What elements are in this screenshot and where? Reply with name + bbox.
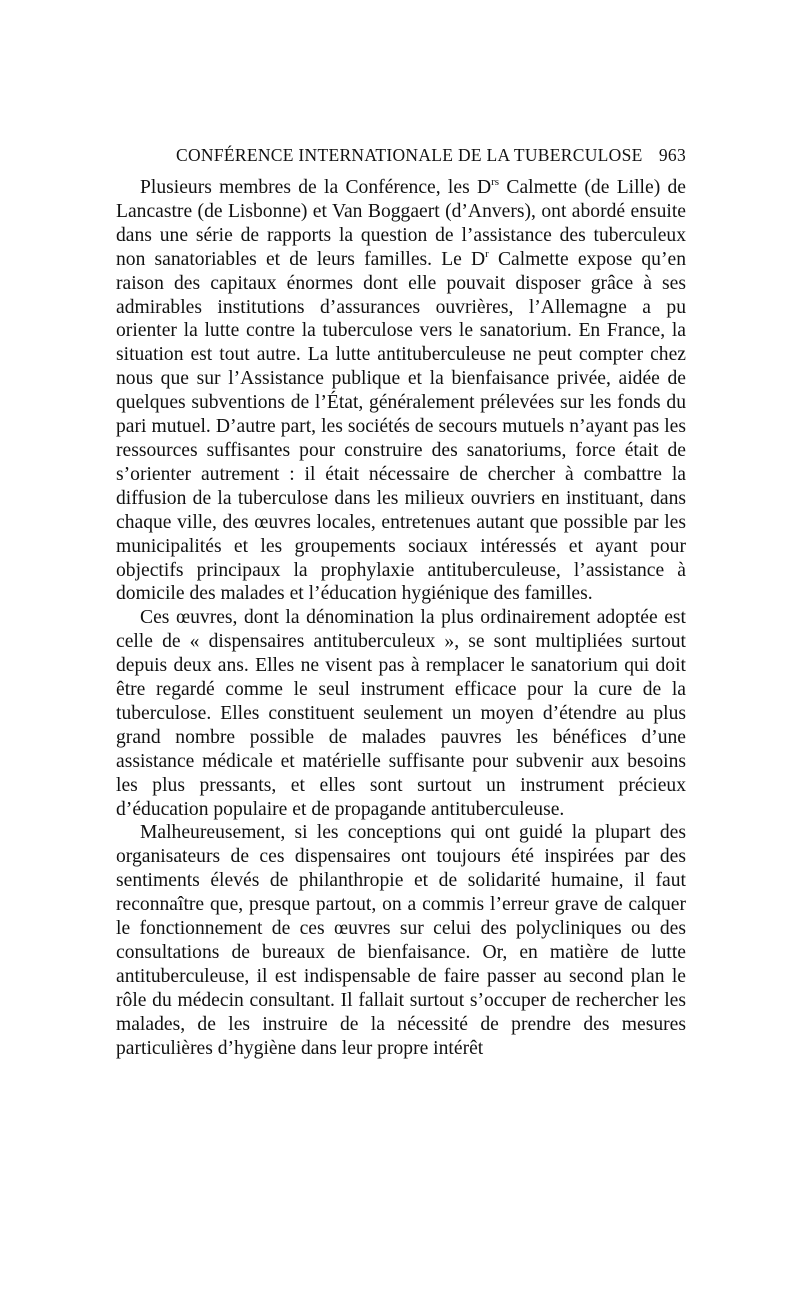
superscript: r xyxy=(485,247,489,260)
text-run: Ces œuvres, dont la dénomination la plus ordinairement adoptée est celle de « dispensaires antituberculeux », se sont multipliées surtout depuis deux ans. Elles ne visent pas à remplacer le sanatorium qui doit être regardé comme le seul instrument efficace pour la cure de la tuberculose. Elles constituent seulement un moyen d’étendre au plus grand nombre possible de malades pauvres les bénéfices d’une assistance médicale et matérielle suffisante pour subvenir aux besoins les plus pressants, et elles sont surtout un instrument précieux d’éducation populaire et de propagande antituberculeuse. xyxy=(116,607,686,820)
body-text xyxy=(116,176,686,1061)
running-title: CONFÉRENCE INTERNATIONALE DE LA TUBERCULOSE xyxy=(176,145,643,165)
page-number: 963 xyxy=(658,145,686,165)
text-run: Calmette (de Lille) de Lancastre (de Lisbonne) et Van Boggaert (d’Anvers), ont abordé ensuite dans une série de rapports la question de l’assistance des tuberculeux non sanatoriables et de leurs familles. Le D xyxy=(116,177,687,270)
paragraph-3 xyxy=(116,821,686,1060)
text-run: Plusieurs membres de la Conférence, les D xyxy=(140,177,492,198)
text-run: Calmette expose qu’en raison des capitaux énormes dont elle pouvait disposer grâce à ses admirables institutions d’assurances ouvrières, l’Allemagne a pu orienter la lutte contre la tuberculose vers le sanatorium. En France, la situation est tout autre. La lutte antituberculeuse ne peut compter chez nous que sur l’Assistance publique et la bienfaisance privée, aidée de quelques subventions de l’État, généralement prélevées sur les fonds du pari mutuel. D’autre part, les sociétés de secours mutuels n’ayant pas les ressources suffisantes pour construire des sanatoriums, force était de s’orienter autrement : il était nécessaire de chercher à combattre la diffusion de la tuberculose dans les milieux ouvriers en instituant, dans chaque ville, des œuvres locales, entretenues autant que possible par les municipalités et les groupements sociaux intéressés et ayant pour objectifs principaux la prophylaxie antituberculeuse, l’assistance à domicile des malades et l’éducation hygiénique des familles. xyxy=(116,248,686,605)
text-run: Malheureusement, si les conceptions qui ont guidé la plupart des organisateurs de ces dispensaires ont toujours été inspirées par des sentiments élevés de philanthropie et de solidarité humaine, il faut reconnaître que, presque partout, on a commis l’erreur grave de calquer le fonctionnement de ces œuvres sur celui des polycliniques ou des consultations de bureaux de bienfaisance. Or, en matière de lutte antituberculeuse, il est indispensable de faire passer au second plan le rôle du médecin consultant. Il fallait surtout s’occuper de rechercher les malades, de les instruire de la nécessité de prendre des mesures particulières d’hygiène dans leur propre intérêt xyxy=(116,822,686,1059)
paragraph-2 xyxy=(116,606,686,821)
superscript: rs xyxy=(491,176,500,188)
paragraph-1 xyxy=(116,176,686,606)
